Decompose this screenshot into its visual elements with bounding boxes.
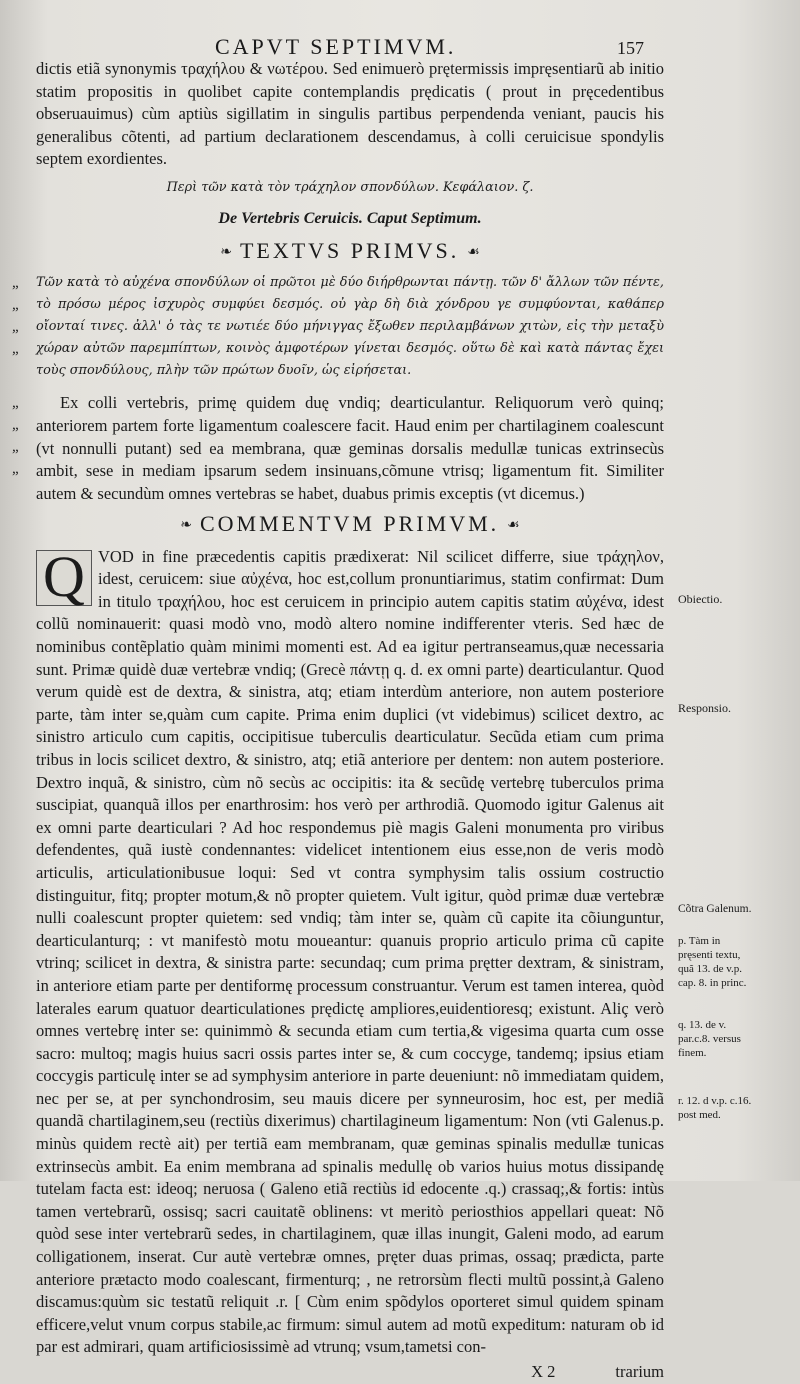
latin-quotation [12,392,664,505]
catchword: trarium [615,1362,664,1381]
quote-mark: „ [12,341,19,358]
latin-text: Ex colli vertebris, primę quidem duę vndiq; dearticulantur. Reliquorum verò quinq; anteriorem partem forte ligamentum coalescere facit. Haud enim per chartilaginem coalescunt (vt nonnulli putant) sed ea membrana, quæ geminas dorsalis medullæ tunicas extrinsecùs ambit, sese in mediam ipsarum sedem insinuans,cõmune vtrisq; ligamentum fit. Similiter autem & secundùm omnes vertebras se habet, duabus primis exceptis (vt dicemus.) [36,393,664,503]
quote-marks [12,392,28,480]
margin-note-p: p. Tàm in pręsenti textu, quã 13. de v.p. cap. 8. in princ. [678,935,747,989]
greek-text: Τῶν κατὰ τὸ αὐχένα σπονδύλων οἱ πρῶτοι μὲ δύο διήρθρωνται πάντῃ. τῶν δ' ἄλλων τῶν πέντε, τὸ πρόσω μέρος ἰσχυρὸς συμφύει δεσμός. οὐ γὰρ δὴ διὰ χόνδρου γε συμφύονται, καθάπερ οἴονταί τινες. ἀλλ' ὁ τὰς τε νωτιέε δύο μήνιγγας ἔξωθεν περιλαμβάνων χιτὼν, εἰς τὴν μεταξὺ χώραν αὐτῶν παρεμπίπτων, κοινὸς ἀμφοτέρων γίνεται δεσμός. οὕτω δὲ καὶ κατὰ πάντας ἔχει τοὺς σπονδύλους, πλὴν τῶν πρώτων δυοῖν, ὡς εἰρήσεται. [36,275,664,379]
quote-mark: „ [12,297,19,314]
chapter-heading: De Vertebris Ceruicis. Caput Septimum. [218,209,482,227]
fleuron-left-icon: ❧ [180,518,192,534]
intro-paragraph: dictis etiã synonymis τραχήλου & νωτέρου. Sed enimuerò prętermissis impręsentiarũ ab initio statim propositis in quolibet capite contemplandis prędicatis ( prout in pręcedentibus obseruauimus) cùm aptiùs sigillatim in singulis partibus perpendenda veniant, paucis his generalibus cõtenti, ad partium declarationem descendamus, à colli ceruicisue spondylis septem exordientes. [36,59,664,169]
quote-mark: „ [12,395,19,412]
fleuron-right-icon: ☙ [507,518,520,534]
quote-mark: „ [12,461,19,478]
fleuron-right-icon: ☙ [467,244,480,260]
textus-heading [36,240,664,264]
margin-note-r: r. 12. d v.p. c.16. post med. [678,1095,752,1121]
margin-note-responsio: Responsio. [678,701,732,715]
page-header [0,30,800,60]
page-number: 157 [617,38,644,58]
margin-note-q: q. 13. de v. par.c.8. versus finem. [678,1019,741,1059]
quote-marks [12,272,28,360]
greek-quotation [12,272,664,382]
textus-heading-label: TEXTVS PRIMVS. [239,238,460,264]
quote-mark: „ [12,439,19,456]
quote-mark: „ [12,275,19,292]
fleuron-left-icon: ❧ [220,244,232,260]
quote-mark: „ [12,417,19,434]
margin-note-objectio: Obiectio. [678,592,723,606]
main-text-column [12,58,664,1384]
commentum-heading-label: COMMENTVM PRIMVM. [200,511,500,537]
greek-chapter-title: Περὶ τῶν κατὰ τὸν τράχηλον σπονδύλων. Κεφάλαιον. ζ. [166,179,534,195]
commentum-heading [36,513,664,537]
quote-mark: „ [12,319,19,336]
commentary-text: VOD in fine præcedentis capitis prædixerat: Nil scilicet differre, siue τράχηλον, idest, ceruicem: siue αὐχένα, hoc est,collum pronuntiarimus, statim confirmat: Dum in titulo τραχήλου, hoc est ceruicem in principio autem capitis statim αὐχένα, idest collũ nominauerit: quasi modò vno, modò altero nomine indifferenter vteris. Sed hæc de nominibus contẽplatio quàm minimi momenti est. Ad ea igitur pertranseamus,quæ necessaria sunt. Primæ quidè duæ vertebræ vndiq; (Grecè πάντῃ q. d. ex omni parte) dearticulantur. Quod verum quidè est de dextra, & sinistra, atq; etiam interdùm anteriore, non autem posteriore parte, tàm inter se,quàm cum capite. Prima enim duplici (vt videbimus) scilicet dextro, ac sinistro articulo cum capitis, occipitisue tuberculis dearticulatur. Secũda etiam cum prima tribus in locis scilicet dextro, & sinistro, atq; etiã anteriore per dentem: non autem posteriore. Dextro inquã, & sinistro, cùm nõ secùs ac occipitis: ita & secũdę vertebrę tuberculos prima suscipiat, quanquã illos per enarthrosim: hos verò per arthrodiã. Quomodo igitur Galenus ait ex omni parte dearticulari ? Ad hoc respondemus piè magis Galeni monumenta pro viribus defendentes, quã iustè condennantes: videlicet intentionem eius esse,non de veris modò articulis, articulationibusue loqui: Sed vt contra symphysim talis ossium costructio distinguitur, fitq; propter motum,& nõ propter quietem. Vult igitur, quòd primæ duæ vertebræ nulli coalescunt propter quietem: sed vndiq; tàm inter se, quàm cũ capite ita cõiunguntur, dearticulanturq; : vt manifestò motu moueantur: quanuis proprio articulo prima cũ capite vtrinq; scilicet in dextra, & sinistra parte: secundaq; cum prima prętter dextram, & sinistram, in anteriore etiam parte per dentiformę processum construantur. Verum est tamen interea, quòd laterales earum quatuor dearticulationes prędictę ampliores,euidentioresq; existunt. Aliç verò omnes vertebrę inter se: quinimmò & secunda etiam cum tertia,& vigesima quarta cum osse sacro: multoq; magis huius sacri ossis partes inter se, & cum coccyge, tandemq; ipsius etiam coccygis particulę inter se ad symphysim anteriore in parte deueniunt: nõ immediatam quidem, nec per se, at per synchondrosim, seu mauis dicere per synneurosim, hoc est, per mediã quandã chartilaginem,seu (rectiùs dixerimus) chartilagineum ligamentum: Non (vti Galenus.p. minùs quidem rectè ait) per tertiã eam membranam, quæ geminas spinalis medullæ tunicas extrinsecùs ambit. Ea enim membrana ad spinalis medullę ob varios huius motus dissipandę tutelam facta est: ideoq; neruosa ( Galeno etiã rectiùs id edocente .q.) crassaq;,& fortis: intùs tamen vertebrarũ, ossisq; sacri cauitatẽ oblinens: vt meritò periosthios appellari queat: Nõ quòd sese inter vertebrarũ sedes, in chartilaginem, quæ illas inungit, Galeni modo, ad earum colligationem, inserat. Cur autè vertebræ omnes, pręter duas primas, ossaq; prædicta, parte anteriore prætacto modo coalescant, firmenturq; , ne retrorsùm flecti multũ possint,à Galeno discamus:quùm sic testatũ reliquit .r. [ Cùm enim spõdylos oporteret simul quidem spinam efficere,velut vnum corpus stabile,ac firmum: simul autem ad motũ expeditum: naturam ob id par est admirari, quam artificiosissimè ad vtrunq; vsum,tametsi con- [36,546,664,1357]
running-title: CAPVT SEPTIMVM. [215,34,457,59]
margin-note-contra: Cõtra Galenum. [678,903,752,915]
page-footer [36,1361,664,1384]
commentary [36,543,664,1359]
signature-mark: X 2 [531,1362,556,1381]
drop-cap: Q [36,550,92,606]
